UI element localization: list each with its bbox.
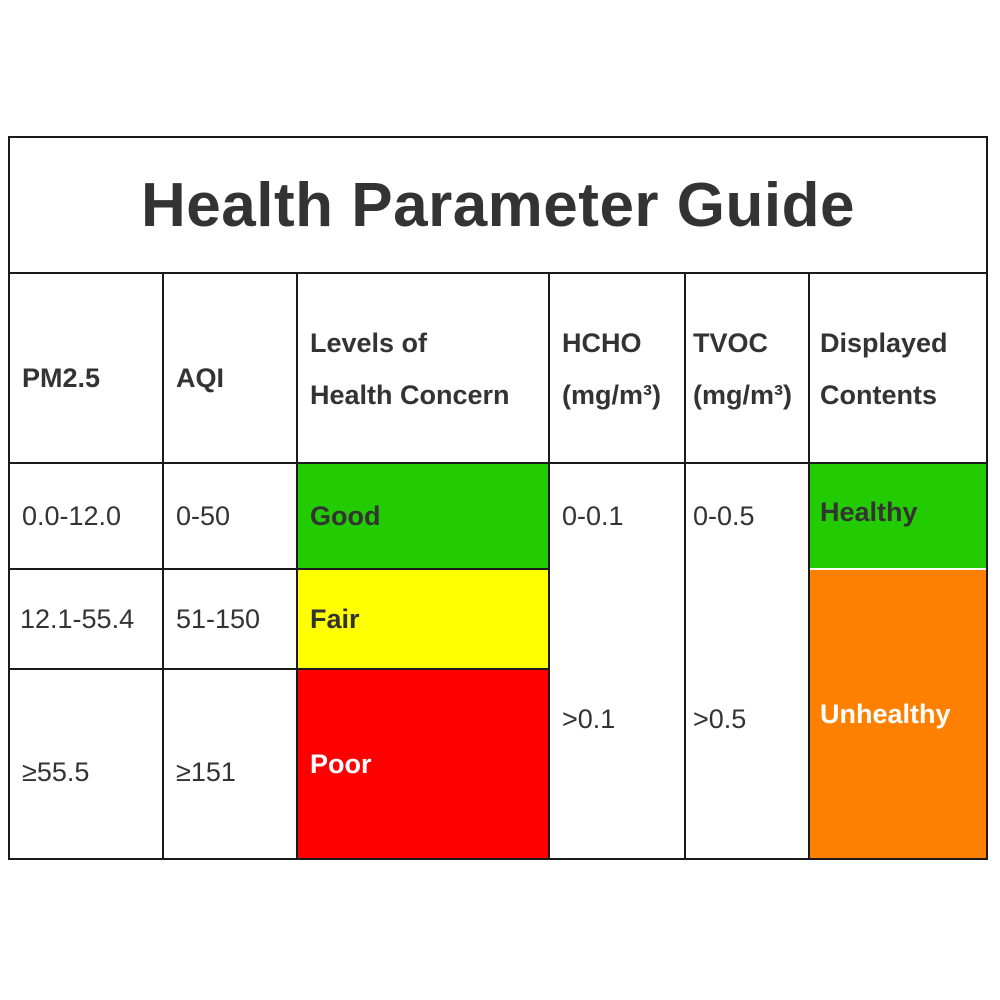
- level-fair-cell: [298, 570, 548, 668]
- header-pm25: PM2.5: [22, 363, 101, 393]
- row1-pm25: 0.0-12.0: [22, 500, 122, 531]
- hcho-high: >0.1: [562, 703, 616, 734]
- level-fair-label: Fair: [310, 603, 360, 634]
- header-displayed: [810, 276, 986, 462]
- header-hcho: [550, 276, 684, 462]
- level-poor-cell: [298, 670, 548, 858]
- displayed-healthy-label: Healthy: [820, 496, 918, 527]
- grid-line: [808, 274, 810, 860]
- row2-aqi: 51-150: [176, 603, 261, 634]
- page-title: Health Parameter Guide: [141, 170, 855, 240]
- header-aqi: AQI: [176, 363, 225, 393]
- grid-line: [296, 274, 298, 860]
- grid-line: [10, 668, 550, 670]
- header-levels-line2: Health Concern: [310, 380, 510, 410]
- displayed-unhealthy-label: Unhealthy: [820, 698, 951, 729]
- tvoc-low: 0-0.5: [693, 500, 755, 531]
- header-tvoc: [686, 276, 808, 462]
- header-levels-line1: Levels of: [310, 328, 428, 358]
- displayed-healthy-cell: [810, 464, 986, 568]
- header-levels: [298, 276, 548, 462]
- header-hcho-line1: HCHO: [562, 328, 642, 358]
- header-displayed-line2: Contents: [820, 380, 937, 410]
- grid-line: [10, 462, 986, 464]
- row3-pm25: ≥55.5: [22, 756, 90, 787]
- row2-pm25: 12.1-55.4: [20, 603, 135, 634]
- grid-line: [162, 274, 164, 860]
- displayed-unhealthy-cell: [810, 570, 986, 858]
- level-poor-label: Poor: [310, 748, 372, 779]
- grid-line: [548, 274, 550, 860]
- row1-aqi: 0-50: [176, 500, 231, 531]
- header-tvoc-line1: TVOC: [693, 328, 769, 358]
- header-hcho-line2: (mg/m³): [562, 380, 661, 410]
- grid-line: [10, 568, 550, 570]
- health-parameter-table: [8, 136, 988, 860]
- level-good-cell: [298, 464, 548, 568]
- hcho-low: 0-0.1: [562, 500, 624, 531]
- level-good-label: Good: [310, 500, 381, 531]
- header-displayed-line1: Displayed: [820, 328, 948, 358]
- header-tvoc-line2: (mg/m³): [693, 380, 792, 410]
- grid-line: [684, 274, 686, 860]
- row3-aqi: ≥151: [176, 756, 236, 787]
- title-row: [10, 138, 986, 274]
- tvoc-high: >0.5: [693, 703, 747, 734]
